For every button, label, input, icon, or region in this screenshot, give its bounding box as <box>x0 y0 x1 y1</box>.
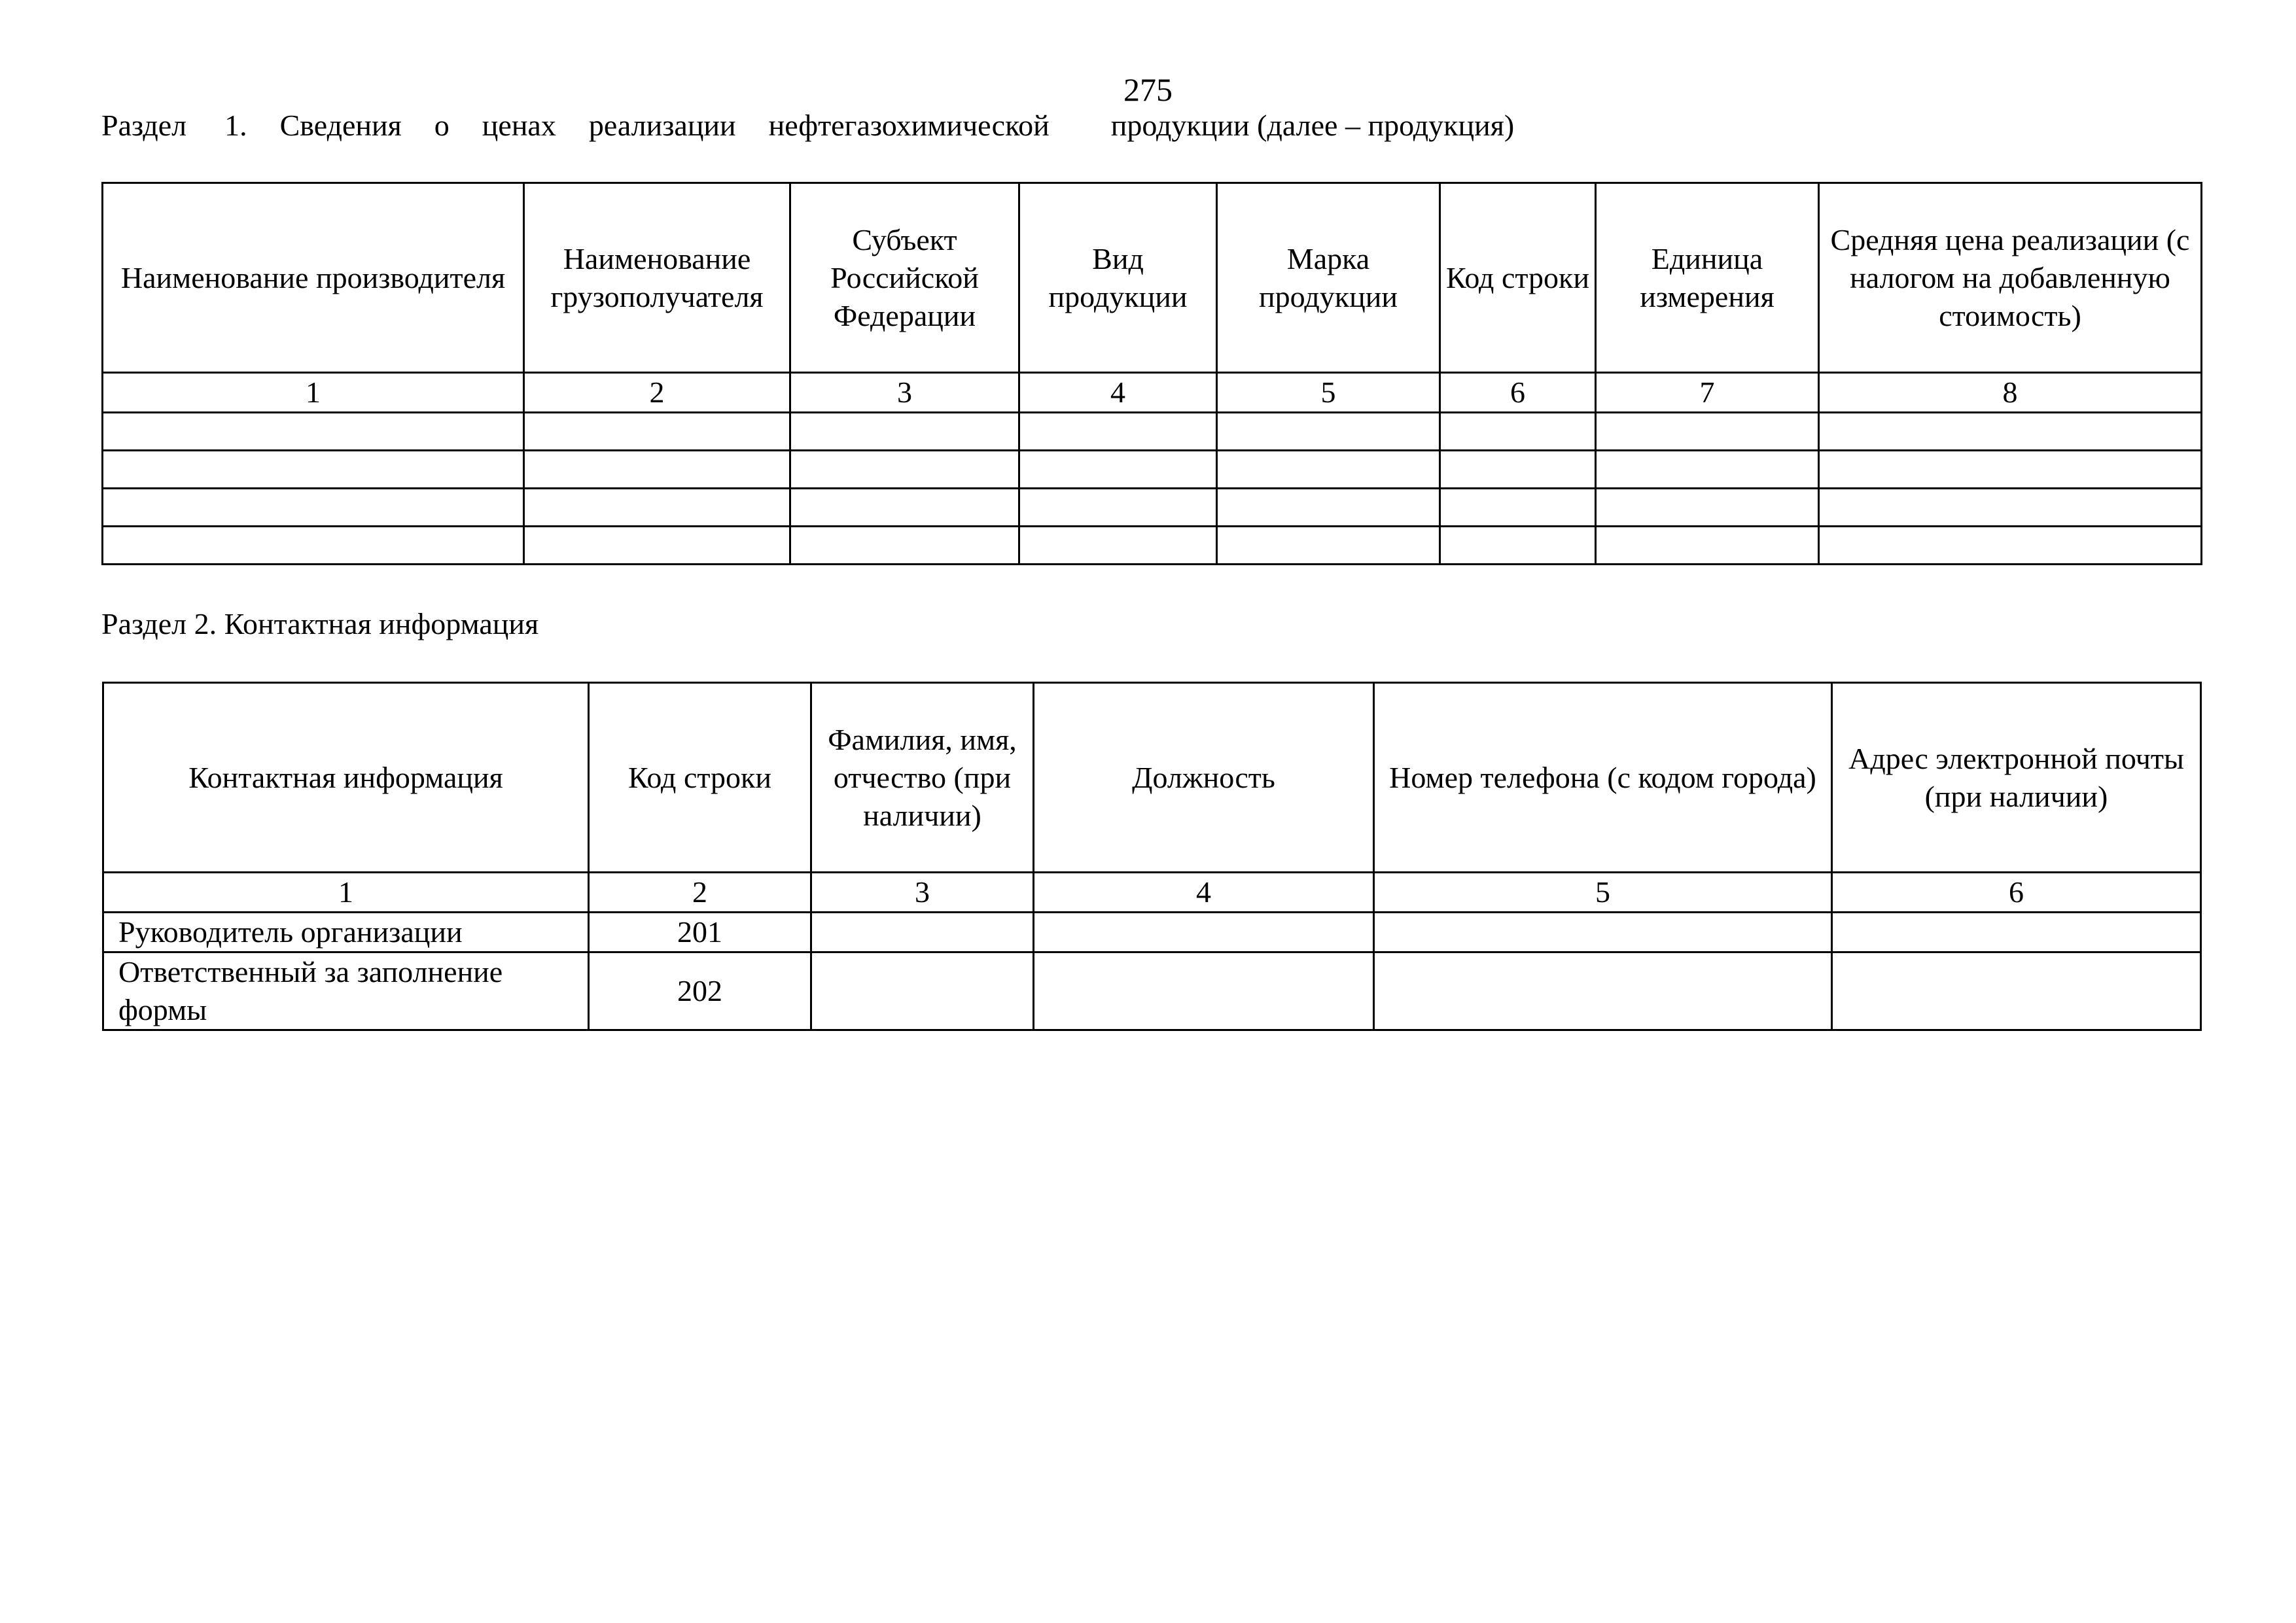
section1-title-word: Сведения <box>279 109 402 142</box>
header-email: Адрес электронной почты (при наличии) <box>1832 683 2201 873</box>
empty-cell[interactable] <box>524 451 790 489</box>
empty-cell[interactable] <box>103 451 524 489</box>
column-number-row <box>103 373 2202 413</box>
header-federation-subject: Субъект Российской Федерации <box>790 183 1019 373</box>
column-number: 6 <box>1440 373 1596 413</box>
empty-cell[interactable] <box>103 527 524 565</box>
header-consignee-name: Наименование грузополучателя <box>524 183 790 373</box>
header-producer-name: Наименование производителя <box>103 183 524 373</box>
header-row-code: Код строки <box>1440 183 1596 373</box>
header-full-name: Фамилия, имя, отчество (при наличии) <box>811 683 1034 873</box>
header-phone: Номер телефона (с кодом города) <box>1374 683 1832 873</box>
empty-cell[interactable] <box>1019 451 1217 489</box>
section1-title-word: Раздел <box>101 109 187 142</box>
section1-title-word: ценах <box>482 109 556 142</box>
page-number: 275 <box>1123 71 1173 108</box>
empty-cell[interactable] <box>1019 527 1217 565</box>
contact-label: Ответственный за заполнение формы <box>103 952 589 1030</box>
empty-cell[interactable] <box>1217 527 1440 565</box>
empty-cell[interactable] <box>1217 451 1440 489</box>
contact-info-table <box>102 682 2202 1031</box>
section1-title-word: 1. <box>224 109 247 142</box>
empty-cell[interactable] <box>1819 413 2202 451</box>
empty-cell[interactable] <box>1832 913 2201 952</box>
section1-title-word: о <box>434 109 450 142</box>
section1-title-word: продукции (далее – продукция) <box>1110 109 1515 142</box>
empty-cell[interactable] <box>1440 489 1596 527</box>
empty-cell[interactable] <box>1374 913 1832 952</box>
empty-cell[interactable] <box>1819 451 2202 489</box>
empty-cell[interactable] <box>1019 413 1217 451</box>
header-position: Должность <box>1034 683 1374 873</box>
header-product-brand: Марка продукции <box>1217 183 1440 373</box>
empty-cell[interactable] <box>1217 489 1440 527</box>
header-contact-info: Контактная информация <box>103 683 589 873</box>
empty-cell[interactable] <box>1440 527 1596 565</box>
empty-cell[interactable] <box>1440 451 1596 489</box>
header-row-code: Код строки <box>589 683 811 873</box>
row-code: 202 <box>589 952 811 1030</box>
section1-title <box>101 107 1514 144</box>
empty-cell[interactable] <box>811 913 1034 952</box>
empty-cell[interactable] <box>1374 952 1832 1030</box>
empty-cell[interactable] <box>811 952 1034 1030</box>
table-row <box>103 952 2201 1030</box>
column-number: 3 <box>790 373 1019 413</box>
table-row <box>103 451 2202 489</box>
column-number: 2 <box>589 873 811 913</box>
price-info-table <box>101 182 2202 565</box>
table-row <box>103 413 2202 451</box>
column-number: 1 <box>103 873 589 913</box>
column-number: 6 <box>1832 873 2201 913</box>
empty-cell[interactable] <box>1596 413 1819 451</box>
contact-label: Руководитель организации <box>103 913 589 952</box>
table-row <box>103 913 2201 952</box>
column-number-row <box>103 873 2201 913</box>
empty-cell[interactable] <box>1034 952 1374 1030</box>
column-number: 1 <box>103 373 524 413</box>
table-row <box>103 489 2202 527</box>
empty-cell[interactable] <box>524 489 790 527</box>
column-number: 4 <box>1019 373 1217 413</box>
empty-cell[interactable] <box>1034 913 1374 952</box>
column-number: 4 <box>1034 873 1374 913</box>
empty-cell[interactable] <box>1819 489 2202 527</box>
empty-cell[interactable] <box>790 527 1019 565</box>
column-number: 7 <box>1596 373 1819 413</box>
empty-cell[interactable] <box>103 413 524 451</box>
section2-title: Раздел 2. Контактная информация <box>101 607 539 640</box>
empty-cell[interactable] <box>790 413 1019 451</box>
empty-cell[interactable] <box>1819 527 2202 565</box>
header-unit: Единица измерения <box>1596 183 1819 373</box>
empty-cell[interactable] <box>524 527 790 565</box>
section1-title-word: реализации <box>588 109 736 142</box>
empty-cell[interactable] <box>103 489 524 527</box>
empty-cell[interactable] <box>524 413 790 451</box>
empty-cell[interactable] <box>1596 489 1819 527</box>
empty-cell[interactable] <box>1440 413 1596 451</box>
empty-cell[interactable] <box>1019 489 1217 527</box>
empty-cell[interactable] <box>1596 451 1819 489</box>
empty-cell[interactable] <box>790 489 1019 527</box>
column-number: 3 <box>811 873 1034 913</box>
column-number: 8 <box>1819 373 2202 413</box>
column-number: 5 <box>1217 373 1440 413</box>
header-average-price: Средняя цена реализации (с налогом на добавленную стоимость) <box>1819 183 2202 373</box>
row-code: 201 <box>589 913 811 952</box>
empty-cell[interactable] <box>1596 527 1819 565</box>
empty-cell[interactable] <box>790 451 1019 489</box>
column-number: 5 <box>1374 873 1832 913</box>
column-number: 2 <box>524 373 790 413</box>
empty-cell[interactable] <box>1832 952 2201 1030</box>
empty-cell[interactable] <box>1217 413 1440 451</box>
header-product-type: Вид продукции <box>1019 183 1217 373</box>
table-row <box>103 527 2202 565</box>
section1-title-word: нефтегазохимической <box>768 109 1050 142</box>
